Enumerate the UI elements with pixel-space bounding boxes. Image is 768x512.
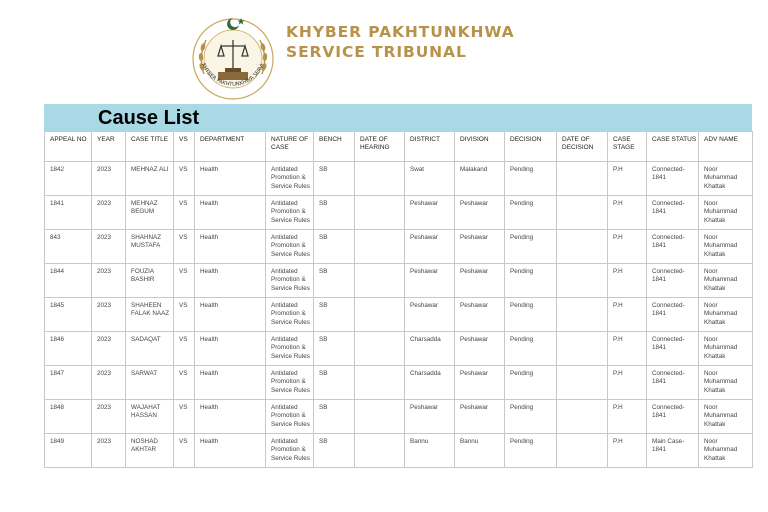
cell-case-stage: P.H xyxy=(608,400,647,434)
cell-decision: Pending xyxy=(505,366,557,400)
cell-case-stage: P.H xyxy=(608,230,647,264)
cell-division: Malakand xyxy=(455,162,505,196)
table-row xyxy=(45,298,753,332)
cell-case-title: MEHNAZ BEGUM xyxy=(126,196,174,230)
cell-vs: VS xyxy=(174,230,195,264)
organization-name-line1: KHYBER PAKHTUNKHWA xyxy=(286,23,515,41)
cell-case-title: MEHNAZ ALI xyxy=(126,162,174,196)
cell-adv-name: Noor Muhammad Khattak xyxy=(699,196,753,230)
cell-date-of-hearing xyxy=(355,298,405,332)
tribunal-seal-icon xyxy=(188,12,278,102)
cell-department: Health xyxy=(195,332,266,366)
cell-vs: VS xyxy=(174,162,195,196)
cell-district: Peshawar xyxy=(405,400,455,434)
cell-case-title: WAJAHAT HASSAN xyxy=(126,400,174,434)
cell-vs: VS xyxy=(174,434,195,468)
cell-division: Peshawar xyxy=(455,400,505,434)
cell-department: Health xyxy=(195,366,266,400)
column-header-year: YEAR xyxy=(92,132,126,162)
cell-year: 2023 xyxy=(92,230,126,264)
table-row xyxy=(45,434,753,468)
cell-division: Bannu xyxy=(455,434,505,468)
cell-vs: VS xyxy=(174,264,195,298)
title-band xyxy=(44,104,752,131)
cell-nature-of-case: Antidated Promotion & Service Rules xyxy=(266,298,314,332)
cell-case-status: Connected-1841 xyxy=(647,196,699,230)
cell-appeal-no: 1845 xyxy=(45,298,92,332)
cell-department: Health xyxy=(195,264,266,298)
cell-nature-of-case: Antidated Promotion & Service Rules xyxy=(266,400,314,434)
column-header-bench: BENCH xyxy=(314,132,355,162)
cell-year: 2023 xyxy=(92,400,126,434)
cell-department: Health xyxy=(195,196,266,230)
cell-case-status: Connected-1841 xyxy=(647,230,699,264)
cell-case-status: Connected-1841 xyxy=(647,298,699,332)
column-header-vs: VS xyxy=(174,132,195,162)
column-header-division: DIVISION xyxy=(455,132,505,162)
cell-year: 2023 xyxy=(92,434,126,468)
cell-case-stage: P.H xyxy=(608,332,647,366)
cell-decision: Pending xyxy=(505,264,557,298)
column-header-nature-of-case: NATURE OF CASE xyxy=(266,132,314,162)
cell-year: 2023 xyxy=(92,162,126,196)
cell-adv-name: Noor Muhammad Khattak xyxy=(699,264,753,298)
cell-case-stage: P.H xyxy=(608,434,647,468)
column-header-case-stage: CASE STAGE xyxy=(608,132,647,162)
cell-decision: Pending xyxy=(505,434,557,468)
cell-district: Bannu xyxy=(405,434,455,468)
cell-bench: SB xyxy=(314,162,355,196)
cell-decision: Pending xyxy=(505,332,557,366)
cell-date-of-hearing xyxy=(355,434,405,468)
cell-district: Charsadda xyxy=(405,332,455,366)
cell-vs: VS xyxy=(174,332,195,366)
cell-year: 2023 xyxy=(92,264,126,298)
cell-nature-of-case: Antidated Promotion & Service Rules xyxy=(266,196,314,230)
column-header-appeal-no: APPEAL NO xyxy=(45,132,92,162)
cell-vs: VS xyxy=(174,298,195,332)
cell-bench: SB xyxy=(314,264,355,298)
cell-bench: SB xyxy=(314,434,355,468)
cell-case-title: SHAHEEN FALAK NAAZ xyxy=(126,298,174,332)
cell-department: Health xyxy=(195,162,266,196)
cell-division: Peshawar xyxy=(455,366,505,400)
cell-date-of-hearing xyxy=(355,264,405,298)
cell-adv-name: Noor Muhammad Khattak xyxy=(699,400,753,434)
cell-case-title: SADAQAT xyxy=(126,332,174,366)
cell-case-stage: P.H xyxy=(608,196,647,230)
cell-division: Peshawar xyxy=(455,332,505,366)
cell-district: Swat xyxy=(405,162,455,196)
cell-nature-of-case: Antidated Promotion & Service Rules xyxy=(266,264,314,298)
cell-bench: SB xyxy=(314,366,355,400)
cell-case-title: FOUZIA BASHIR xyxy=(126,264,174,298)
cell-date-of-decision xyxy=(557,196,608,230)
cell-date-of-hearing xyxy=(355,366,405,400)
cell-decision: Pending xyxy=(505,230,557,264)
cell-decision: Pending xyxy=(505,298,557,332)
cell-nature-of-case: Antidated Promotion & Service Rules xyxy=(266,366,314,400)
cell-date-of-decision xyxy=(557,298,608,332)
cell-case-status: Connected-1841 xyxy=(647,400,699,434)
cell-date-of-decision xyxy=(557,332,608,366)
cell-vs: VS xyxy=(174,196,195,230)
cell-nature-of-case: Antidated Promotion & Service Rules xyxy=(266,332,314,366)
cell-department: Health xyxy=(195,400,266,434)
table-row xyxy=(45,230,753,264)
cell-date-of-hearing xyxy=(355,332,405,366)
cell-department: Health xyxy=(195,230,266,264)
cell-date-of-decision xyxy=(557,230,608,264)
cell-district: Peshawar xyxy=(405,298,455,332)
cell-adv-name: Noor Muhammad Khattak xyxy=(699,230,753,264)
cell-bench: SB xyxy=(314,400,355,434)
page-header xyxy=(0,0,768,104)
cell-bench: SB xyxy=(314,332,355,366)
table-row xyxy=(45,162,753,196)
seal-lettering: KHYBER PAKHTUNKHWA SERVI xyxy=(200,62,266,88)
organization-name xyxy=(286,22,515,62)
cell-case-stage: P.H xyxy=(608,298,647,332)
cell-case-title: NOSHAD AKHTAR xyxy=(126,434,174,468)
cell-case-title: SARWAT xyxy=(126,366,174,400)
cell-date-of-decision xyxy=(557,162,608,196)
cell-bench: SB xyxy=(314,230,355,264)
cell-division: Peshawar xyxy=(455,196,505,230)
cell-appeal-no: 1842 xyxy=(45,162,92,196)
cell-department: Health xyxy=(195,434,266,468)
cause-list-table xyxy=(44,131,753,468)
cell-district: Charsadda xyxy=(405,366,455,400)
cell-appeal-no: 1844 xyxy=(45,264,92,298)
cell-case-stage: P.H xyxy=(608,162,647,196)
cell-case-status: Connected-1841 xyxy=(647,332,699,366)
cell-year: 2023 xyxy=(92,298,126,332)
cell-date-of-decision xyxy=(557,400,608,434)
cell-division: Peshawar xyxy=(455,298,505,332)
column-header-date-of-hearing: DATE OF HEARING xyxy=(355,132,405,162)
cell-nature-of-case: Antidated Promotion & Service Rules xyxy=(266,230,314,264)
organization-name-line2: SERVICE TRIBUNAL xyxy=(286,43,467,61)
cell-appeal-no: 843 xyxy=(45,230,92,264)
cell-appeal-no: 1841 xyxy=(45,196,92,230)
cell-year: 2023 xyxy=(92,196,126,230)
cell-bench: SB xyxy=(314,298,355,332)
cell-adv-name: Noor Muhammad Khattak xyxy=(699,298,753,332)
cell-district: Peshawar xyxy=(405,230,455,264)
header-row xyxy=(45,132,753,162)
column-header-case-title: CASE TITLE xyxy=(126,132,174,162)
cell-division: Peshawar xyxy=(455,230,505,264)
column-header-decision: DECISION xyxy=(505,132,557,162)
cell-case-status: Connected-1841 xyxy=(647,366,699,400)
cell-decision: Pending xyxy=(505,400,557,434)
cell-adv-name: Noor Muhammad Khattak xyxy=(699,162,753,196)
cell-date-of-hearing xyxy=(355,400,405,434)
cell-decision: Pending xyxy=(505,162,557,196)
cell-district: Peshawar xyxy=(405,264,455,298)
table-row xyxy=(45,366,753,400)
cell-date-of-hearing xyxy=(355,162,405,196)
cell-date-of-decision xyxy=(557,366,608,400)
cell-case-stage: P.H xyxy=(608,264,647,298)
cell-district: Peshawar xyxy=(405,196,455,230)
cell-adv-name: Noor Muhammad Khattak xyxy=(699,434,753,468)
cell-bench: SB xyxy=(314,196,355,230)
cell-vs: VS xyxy=(174,366,195,400)
cell-case-title: SHAHNAZ MUSTAFA xyxy=(126,230,174,264)
cell-year: 2023 xyxy=(92,366,126,400)
cell-case-status: Connected-1841 xyxy=(647,264,699,298)
column-header-department: DEPARTMENT xyxy=(195,132,266,162)
cell-adv-name: Noor Muhammad Khattak xyxy=(699,366,753,400)
cell-department: Health xyxy=(195,298,266,332)
cell-nature-of-case: Antidated Promotion & Service Rules xyxy=(266,434,314,468)
cell-appeal-no: 1847 xyxy=(45,366,92,400)
cell-case-status: Connected-1841 xyxy=(647,162,699,196)
cell-vs: VS xyxy=(174,400,195,434)
table-row xyxy=(45,332,753,366)
cell-date-of-hearing xyxy=(355,196,405,230)
cell-date-of-decision xyxy=(557,434,608,468)
table-row xyxy=(45,196,753,230)
column-header-date-of-decision: DATE OF DECISION xyxy=(557,132,608,162)
column-header-case-status: CASE STATUS xyxy=(647,132,699,162)
cell-adv-name: Noor Muhammad Khattak xyxy=(699,332,753,366)
cell-date-of-hearing xyxy=(355,230,405,264)
cell-appeal-no: 1846 xyxy=(45,332,92,366)
table-body xyxy=(45,162,753,468)
cell-date-of-decision xyxy=(557,264,608,298)
table-row xyxy=(45,400,753,434)
column-header-district: DISTRICT xyxy=(405,132,455,162)
column-header-adv-name: ADV NAME xyxy=(699,132,753,162)
table-row xyxy=(45,264,753,298)
cell-appeal-no: 1849 xyxy=(45,434,92,468)
cell-appeal-no: 1848 xyxy=(45,400,92,434)
cell-case-stage: P.H xyxy=(608,366,647,400)
cell-decision: Pending xyxy=(505,196,557,230)
cell-division: Peshawar xyxy=(455,264,505,298)
page-title: Cause List xyxy=(98,107,200,129)
cell-nature-of-case: Antidated Promotion & Service Rules xyxy=(266,162,314,196)
cell-case-status: Main Case-1841 xyxy=(647,434,699,468)
cell-year: 2023 xyxy=(92,332,126,366)
